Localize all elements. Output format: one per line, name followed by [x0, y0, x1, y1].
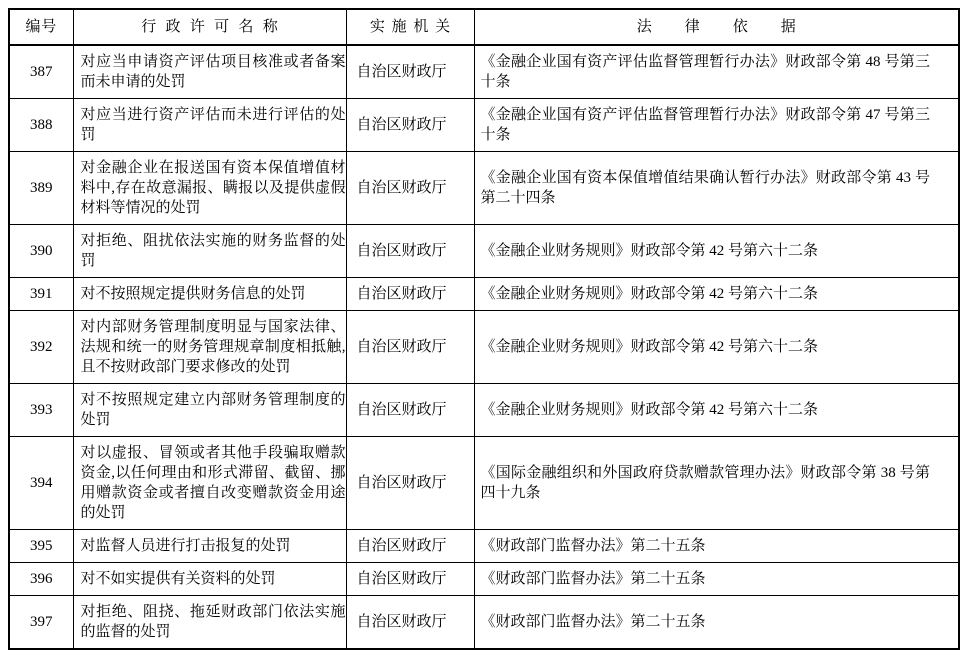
- agency-cell: 自治区财政厅: [346, 384, 474, 437]
- table-row: [9, 45, 959, 99]
- row-number-cell: 393: [9, 384, 73, 437]
- column-header-legal: 法律依据: [474, 9, 959, 45]
- permit-name-cell: 对不如实提供有关资料的处罚: [73, 563, 346, 596]
- agency-cell: 自治区财政厅: [346, 152, 474, 225]
- legal-basis-cell: 《金融企业财务规则》财政部令第 42 号第六十二条: [474, 384, 959, 437]
- agency-cell: 自治区财政厅: [346, 225, 474, 278]
- table-row: [9, 225, 959, 278]
- table-row: [9, 437, 959, 530]
- legal-basis-cell: 《财政部门监督办法》第二十五条: [474, 530, 959, 563]
- legal-basis-cell: 《财政部门监督办法》第二十五条: [474, 563, 959, 596]
- permit-name-cell: 对拒绝、阻挠、拖延财政部门依法实施的监督的处罚: [73, 596, 346, 650]
- table-row: [9, 152, 959, 225]
- legal-basis-cell: 《金融企业国有资本保值增值结果确认暂行办法》财政部令第 43 号第二十四条: [474, 152, 959, 225]
- column-header-id: 编号: [9, 9, 73, 45]
- permit-name-cell: 对不按照规定提供财务信息的处罚: [73, 278, 346, 311]
- table-row: [9, 311, 959, 384]
- column-header-agency: 实施机关: [346, 9, 474, 45]
- agency-cell: 自治区财政厅: [346, 530, 474, 563]
- row-number-cell: 392: [9, 311, 73, 384]
- table-row: [9, 99, 959, 152]
- agency-cell: 自治区财政厅: [346, 563, 474, 596]
- agency-cell: 自治区财政厅: [346, 596, 474, 650]
- permit-name-cell: 对不按照规定建立内部财务管理制度的处罚: [73, 384, 346, 437]
- row-number-cell: 395: [9, 530, 73, 563]
- legal-basis-cell: 《金融企业财务规则》财政部令第 42 号第六十二条: [474, 278, 959, 311]
- row-number-cell: 389: [9, 152, 73, 225]
- agency-cell: 自治区财政厅: [346, 437, 474, 530]
- agency-cell: 自治区财政厅: [346, 99, 474, 152]
- table-row: [9, 278, 959, 311]
- permit-name-cell: 对内部财务管理制度明显与国家法律、法规和统一的财务管理规章制度相抵触,且不按财政部门要求修改的处罚: [73, 311, 346, 384]
- permit-name-cell: 对应当进行资产评估而未进行评估的处罚: [73, 99, 346, 152]
- row-number-cell: 396: [9, 563, 73, 596]
- permit-name-cell: 对拒绝、阻扰依法实施的财务监督的处罚: [73, 225, 346, 278]
- row-number-cell: 390: [9, 225, 73, 278]
- row-number-cell: 394: [9, 437, 73, 530]
- row-number-cell: 391: [9, 278, 73, 311]
- row-number-cell: 387: [9, 45, 73, 99]
- agency-cell: 自治区财政厅: [346, 278, 474, 311]
- column-header-name: 行政许可名称: [73, 9, 346, 45]
- table-header-row: [9, 9, 959, 45]
- permit-name-cell: 对金融企业在报送国有资本保值增值材料中,存在故意漏报、瞒报以及提供虚假材料等情况的处罚: [73, 152, 346, 225]
- legal-basis-cell: 《金融企业国有资产评估监督管理暂行办法》财政部令第 47 号第三十条: [474, 99, 959, 152]
- document-page: [8, 8, 960, 650]
- legal-basis-cell: 《金融企业财务规则》财政部令第 42 号第六十二条: [474, 311, 959, 384]
- agency-cell: 自治区财政厅: [346, 311, 474, 384]
- permit-name-cell: 对以虚报、冒领或者其他手段骗取赠款资金,以任何理由和形式滞留、截留、挪用赠款资金或者擅自改变赠款资金用途的处罚: [73, 437, 346, 530]
- permits-table: [8, 8, 960, 650]
- agency-cell: 自治区财政厅: [346, 45, 474, 99]
- table-body: [9, 45, 959, 649]
- legal-basis-cell: 《国际金融组织和外国政府贷款赠款管理办法》财政部令第 38 号第四十九条: [474, 437, 959, 530]
- permit-name-cell: 对监督人员进行打击报复的处罚: [73, 530, 346, 563]
- legal-basis-cell: 《财政部门监督办法》第二十五条: [474, 596, 959, 650]
- legal-basis-cell: 《金融企业财务规则》财政部令第 42 号第六十二条: [474, 225, 959, 278]
- row-number-cell: 388: [9, 99, 73, 152]
- table-row: [9, 563, 959, 596]
- table-row: [9, 596, 959, 650]
- table-row: [9, 384, 959, 437]
- permit-name-cell: 对应当申请资产评估项目核准或者备案而未申请的处罚: [73, 45, 346, 99]
- legal-basis-cell: 《金融企业国有资产评估监督管理暂行办法》财政部令第 48 号第三十条: [474, 45, 959, 99]
- table-row: [9, 530, 959, 563]
- row-number-cell: 397: [9, 596, 73, 650]
